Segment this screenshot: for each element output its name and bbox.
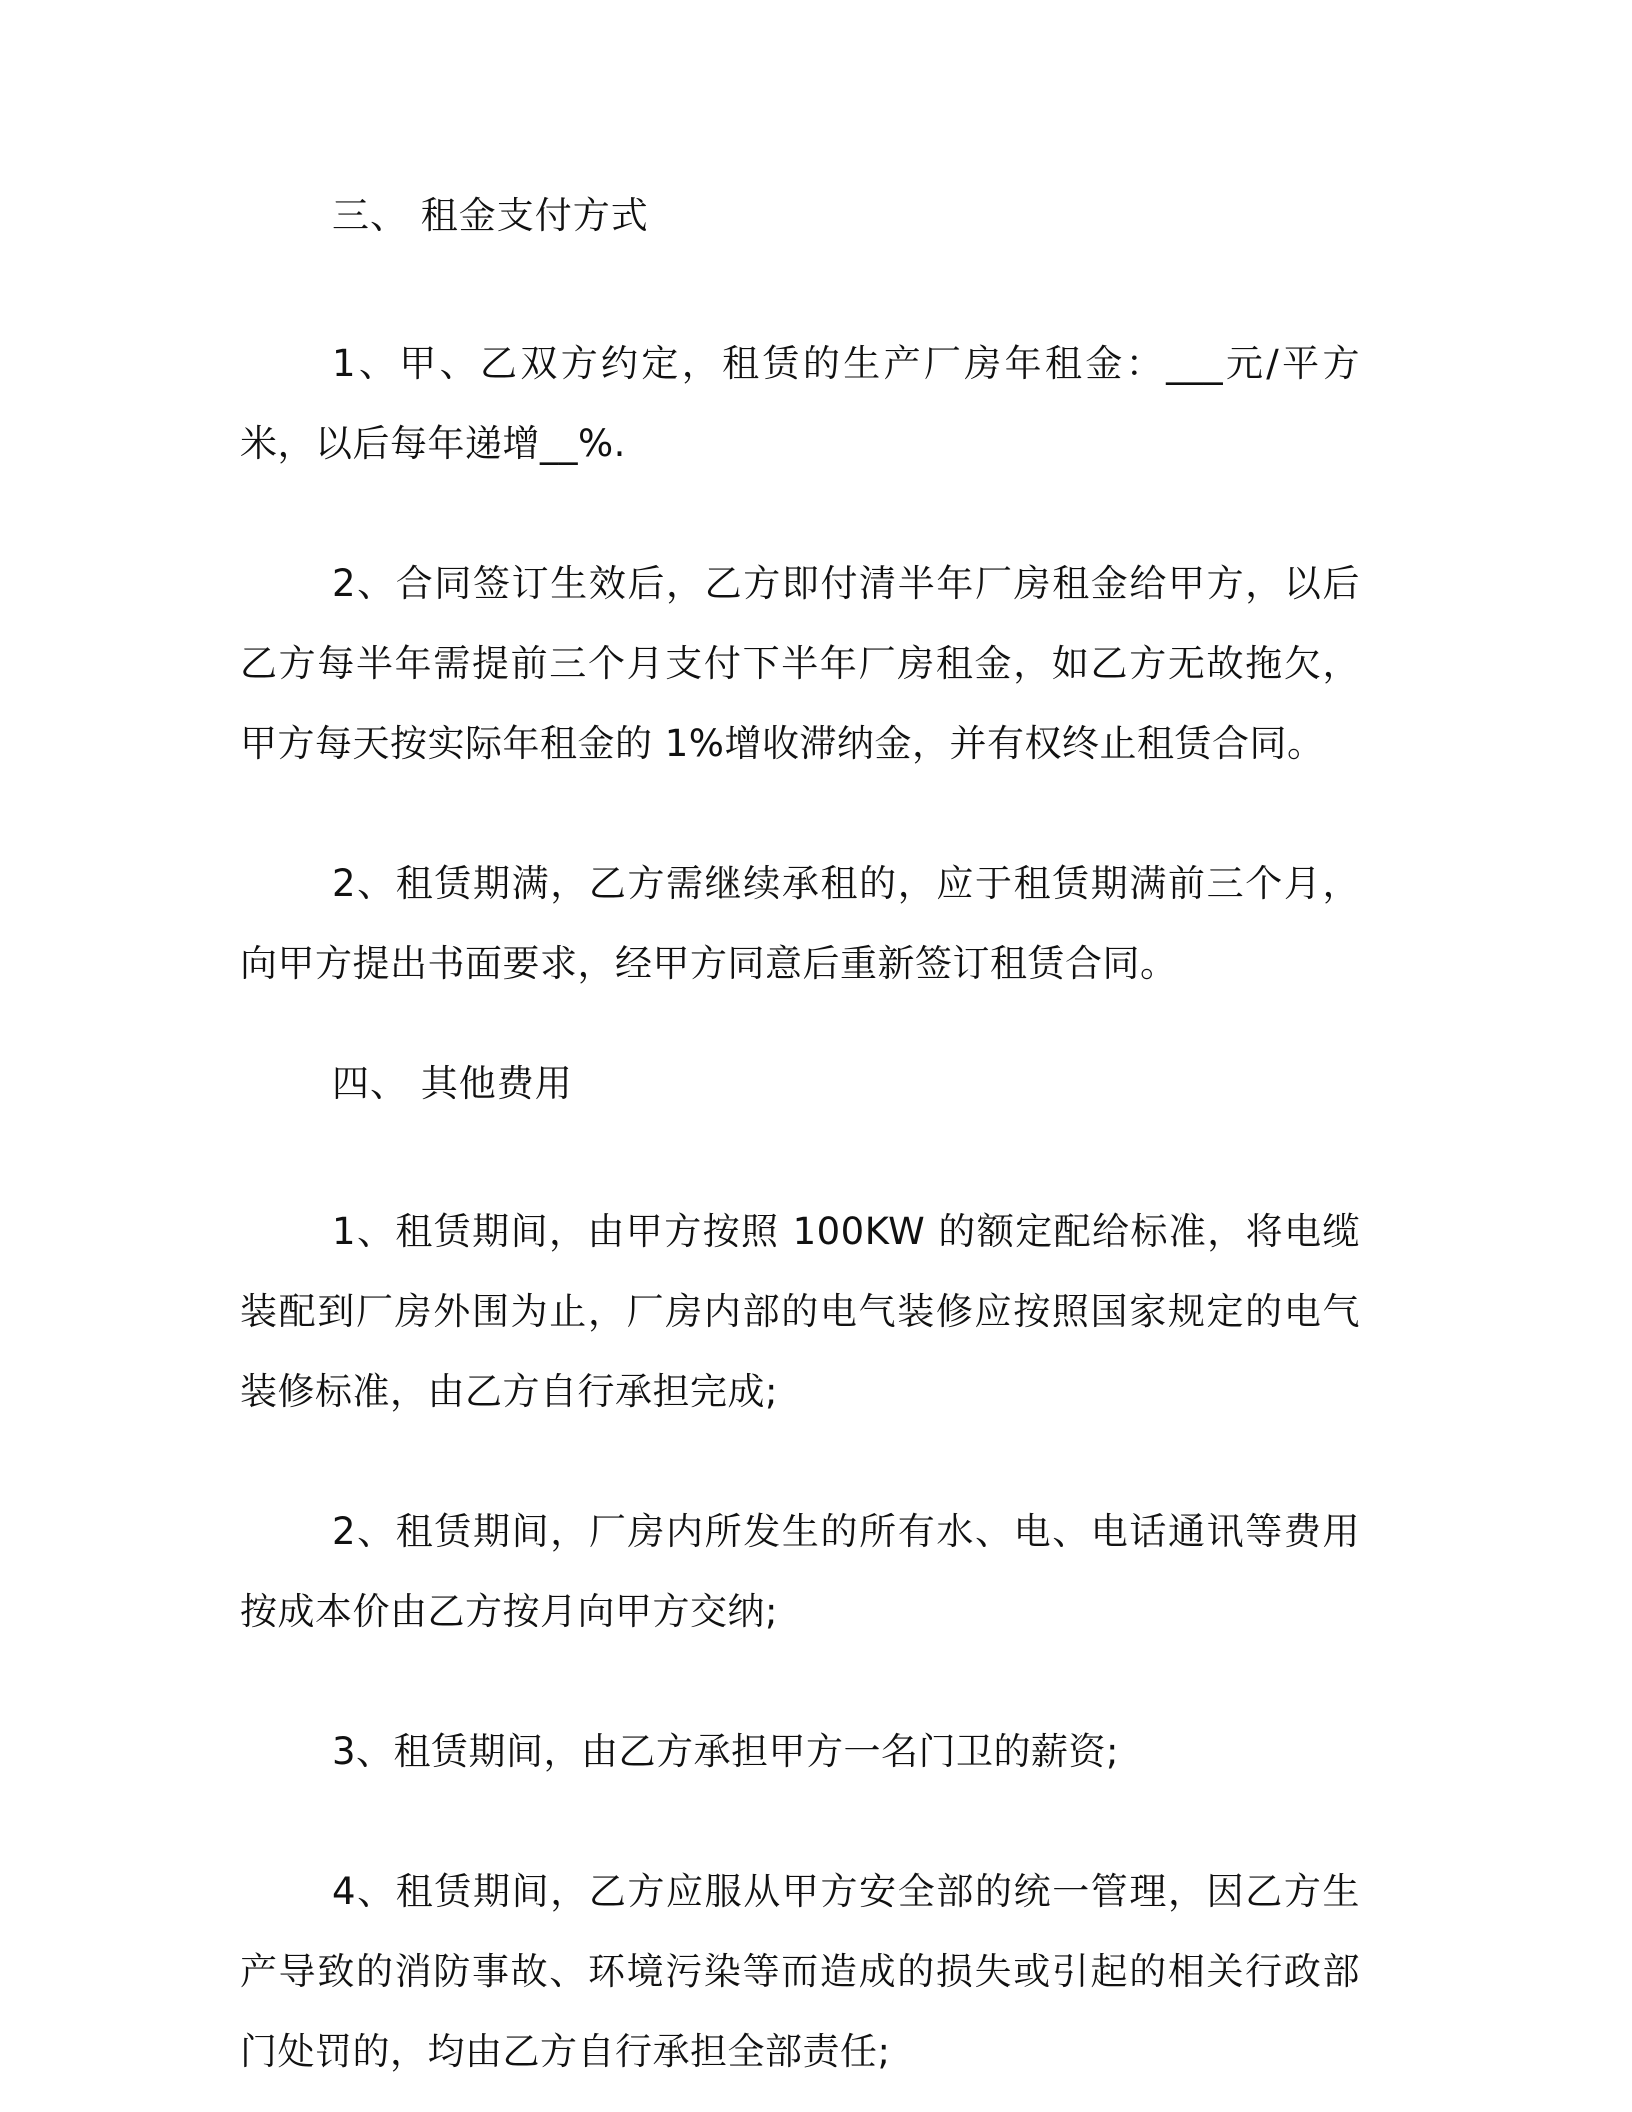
clause-4-3: 3、租赁期间，由乙方承担甲方一名门卫的薪资; [332, 1730, 1120, 1773]
clause-4-4: 4、租赁期间，乙方应服从甲方安全部的统一管理，因乙方生产导致的消防事故、环境污染等而造成的损失或引起的相关行政部门处罚的，均由乙方自行承担全部责任; [240, 1870, 1360, 2073]
document-body [240, 196, 1360, 2092]
section-heading-other-fees: 四、 其他费用 [332, 1062, 573, 1105]
clause-3-1: 1、甲、乙双方约定，租赁的生产厂房年租金：___元/平方米，以后每年递增__%. [240, 342, 1360, 465]
clause-4-1: 1、租赁期间，由甲方按照 100KW 的额定配给标准，将电缆装配到厂房外围为止，厂房内部的电气装修应按照国家规定的电气装修标准，由乙方自行承担完成; [240, 1210, 1360, 1413]
clause-3-2: 2、合同签订生效后，乙方即付清半年厂房租金给甲方，以后乙方每半年需提前三个月支付下半年厂房租金，如乙方无故拖欠，甲方每天按实际年租金的 1%增收滞纳金，并有权终止租赁合同。 [240, 562, 1360, 765]
clause-3-3: 2、租赁期满，乙方需继续承租的，应于租赁期满前三个月，向甲方提出书面要求，经甲方同意后重新签订租赁合同。 [240, 862, 1360, 985]
clause-4-2: 2、租赁期间，厂房内所发生的所有水、电、电话通讯等费用按成本价由乙方按月向甲方交纳; [240, 1510, 1360, 1633]
section-heading-rent-payment: 三、 租金支付方式 [332, 194, 649, 237]
